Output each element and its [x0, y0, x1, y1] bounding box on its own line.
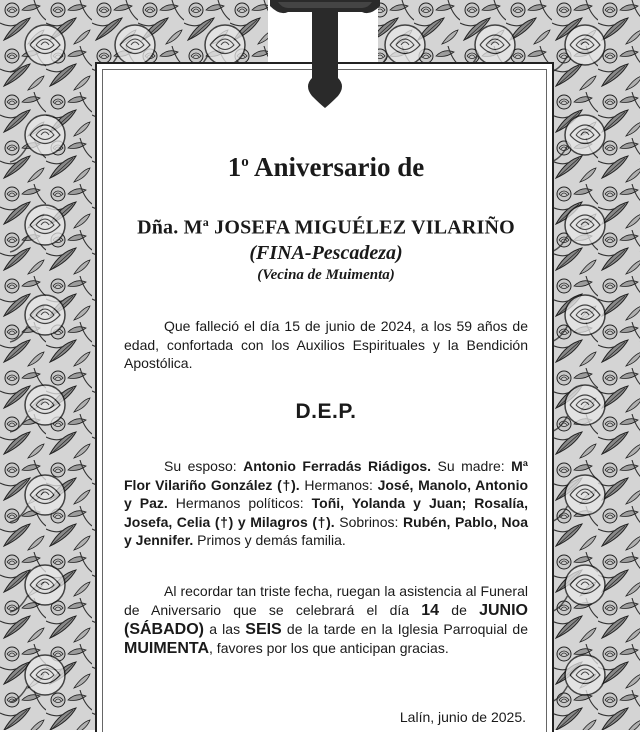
cross-icon — [270, 0, 380, 108]
death-notice-paragraph: Que falleció el día 15 de junio de 2024, a los 59 años de edad, confortada con los Auxilios Espirituales y la Bendición Apostólica. — [124, 318, 528, 371]
closing-place-date: Lalín, junio de 2025. — [399, 709, 526, 725]
dep-heading: D.E.P. — [295, 400, 357, 423]
anniversary-heading: 1$^o$ Aniversario de — [227, 152, 425, 182]
funeral-paragraph: Al recordar tan triste fecha, ruegan la asistencia al Funeral de Aniversario que se celebrará el día 14 de JUNIO (SÁBADO) a las SEIS de la tarde en la Iglesia Parroquial de MUIMENTA, favores por los que anticipan gracias. — [124, 583, 528, 657]
family-paragraph: Su esposo: Antonio Ferradás Riádigos. Su madre: Mª Flor Vilariño González (†). Hermanos: José, Manolo, Antonio y Paz. Hermanos políticos: Toñi, Yolanda y Juan; Rosalía, Josefa, Celia (†) y Milagros (†). Sobrinos: Rubén, Pablo, Noa y Jennifer. Primos y demás familia. — [124, 458, 529, 548]
deceased-nickname: (FINA-Pescadeza) — [249, 242, 403, 264]
deceased-name: Dña. $M^a$ JOSEFA MIGUÉLEZ VILARIÑO — [137, 215, 515, 239]
deceased-origin: (Vecina de Muimenta) — [257, 267, 395, 283]
